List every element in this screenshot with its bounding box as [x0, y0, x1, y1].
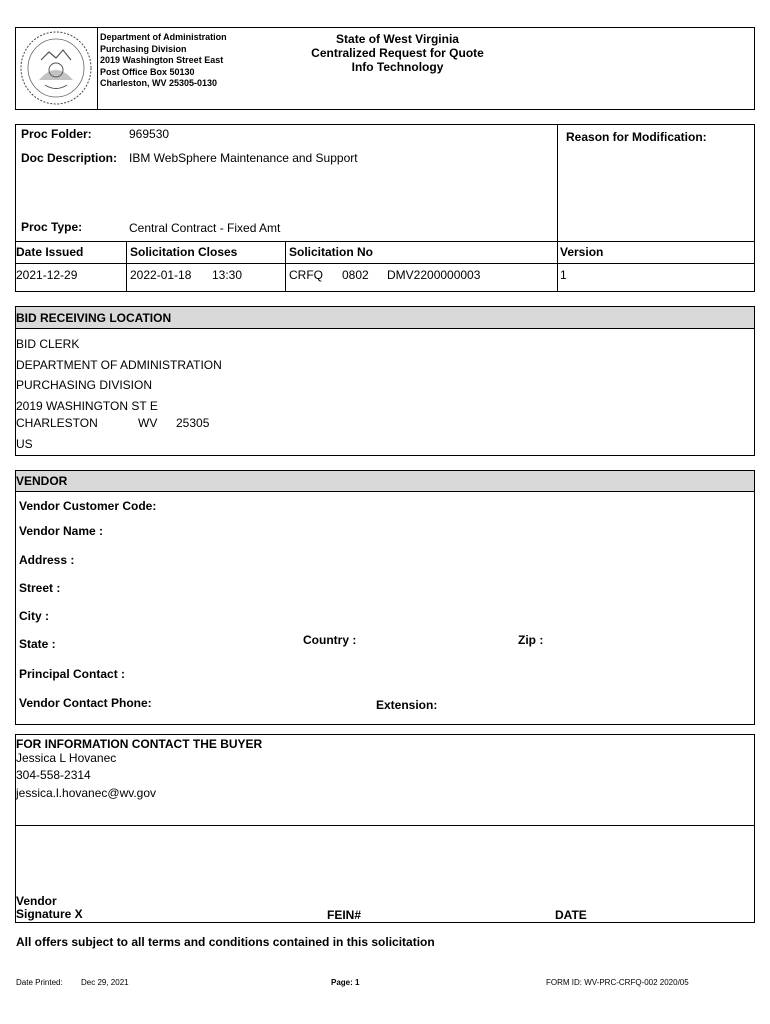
- bid-city: CHARLESTON: [16, 416, 98, 430]
- buyer-name: Jessica L Hovanec: [16, 751, 117, 765]
- terms-statement: All offers subject to all terms and conditions contained in this solicitation: [16, 935, 435, 949]
- vendor-city-label: City :: [19, 609, 49, 623]
- buyer-divider-1: [15, 825, 755, 826]
- closes-time-value: 13:30: [212, 268, 243, 282]
- vendor-header-bar: [16, 471, 754, 492]
- proc-type-value: Central Contract - Fixed Amt: [129, 221, 281, 235]
- col-solicitation-no: Solicitation No: [289, 245, 373, 259]
- proc-type-label: Proc Type:: [21, 220, 83, 234]
- footer-date-label: Date Printed:: [16, 978, 63, 987]
- doc-desc-value: IBM WebSphere Maintenance and Support: [129, 151, 358, 165]
- date-label: DATE: [555, 908, 587, 922]
- buyer-title: FOR INFORMATION CONTACT THE BUYER: [16, 737, 263, 751]
- vendor-signature-label: Vendor Signature X: [16, 894, 83, 921]
- vendor-phone-label: Vendor Contact Phone:: [19, 696, 152, 710]
- vendor-title: VENDOR: [16, 474, 68, 488]
- proc-right-divider: [557, 124, 558, 292]
- dept-address: Department of Administration Purchasing Division 2019 Washington Street East Post Office Box 50130 Charleston, WV 25305-0130: [100, 32, 227, 88]
- bid-state: WV: [138, 416, 158, 430]
- form-title: State of West Virginia Centralized Request for Quote Info Technology: [311, 32, 484, 74]
- vendor-principal-label: Principal Contact :: [19, 667, 126, 681]
- version-value: 1: [560, 268, 567, 282]
- sol-code-value: 0802: [342, 268, 369, 282]
- vendor-name-label: Vendor Name :: [19, 524, 104, 538]
- proc-col-div-2: [285, 241, 286, 292]
- sol-number-value: DMV2200000003: [387, 268, 481, 282]
- doc-desc-label: Doc Description:: [21, 151, 118, 165]
- buyer-box: [15, 734, 755, 923]
- closes-date-value: 2022-01-18: [130, 268, 192, 282]
- fein-label: FEIN#: [327, 908, 362, 922]
- footer-page: Page: 1: [331, 978, 360, 987]
- vendor-zip-label: Zip :: [518, 633, 544, 647]
- vendor-extension-label: Extension:: [376, 698, 438, 712]
- sol-prefix-value: CRFQ: [289, 268, 323, 282]
- state-seal: [19, 30, 93, 106]
- bid-location-title: BID RECEIVING LOCATION: [16, 311, 172, 325]
- reason-label: Reason for Modification:: [566, 130, 707, 144]
- date-issued-value: 2021-12-29: [16, 268, 78, 282]
- vendor-street-label: Street :: [19, 581, 61, 595]
- col-version: Version: [560, 245, 604, 259]
- vendor-country-label: Country :: [303, 633, 357, 647]
- vendor-customer-code-label: Vendor Customer Code:: [19, 499, 157, 513]
- proc-folder-label: Proc Folder:: [21, 127, 92, 141]
- vendor-address-label: Address :: [19, 553, 75, 567]
- buyer-email: jessica.l.hovanec@wv.gov: [16, 786, 157, 800]
- col-solicitation-closes: Solicitation Closes: [130, 245, 238, 259]
- col-date-issued: Date Issued: [16, 245, 84, 259]
- proc-col-div-1: [126, 241, 127, 292]
- header-divider: [97, 27, 98, 110]
- bid-location-address: BID CLERK DEPARTMENT OF ADMINISTRATION PURCHASING DIVISION 2019 WASHINGTON ST E: [16, 337, 222, 413]
- footer-form-id: FORM ID: WV-PRC-CRFQ-002 2020/05: [546, 978, 689, 987]
- proc-folder-value: 969530: [129, 127, 170, 141]
- buyer-phone: 304-558-2314: [16, 768, 91, 782]
- vendor-state-label: State :: [19, 637, 56, 651]
- bid-zip: 25305: [176, 416, 210, 430]
- footer-date-value: Dec 29, 2021: [81, 978, 129, 987]
- bid-country: US: [16, 437, 33, 451]
